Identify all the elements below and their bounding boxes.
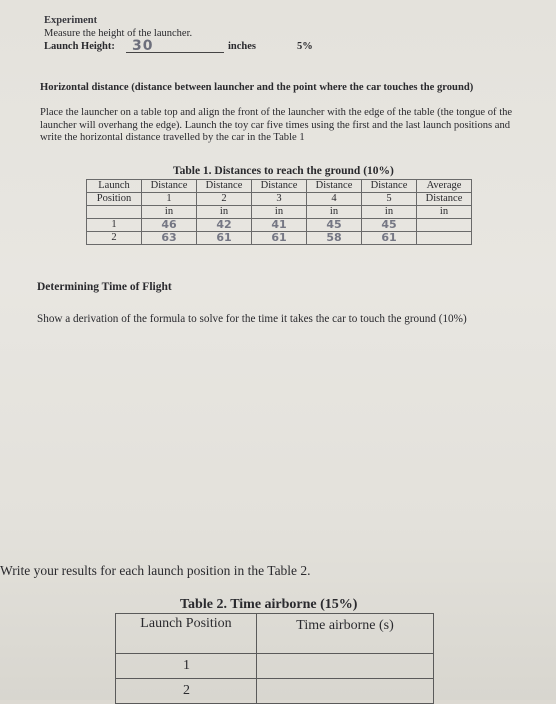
- horizontal-instructions: Place the launcher on a table top and align the front of the launcher with the edge of the table (the tongue of the launcher will overhang the edge). Launch the toy car five times using the first and the last launch positions and write the horizontal distance travelled by the car in the Table 1: [40, 107, 513, 143]
- table1-head: 5: [362, 193, 417, 206]
- distance-cell[interactable]: 45: [307, 219, 362, 232]
- launch-height-value: 30: [132, 38, 154, 54]
- table1-unit-row: [87, 206, 472, 219]
- table1-head: 2: [197, 193, 252, 206]
- table1-head: Distance: [252, 180, 307, 193]
- table2-position: 2: [116, 679, 257, 704]
- table1-head: Launch: [87, 180, 142, 193]
- results-prompt: Write your results for each launch position in the Table 2.: [0, 563, 311, 578]
- average-cell[interactable]: [417, 219, 472, 232]
- table1-head: Position: [87, 193, 142, 206]
- table1-head: Distance: [307, 180, 362, 193]
- table-row: [116, 654, 434, 679]
- distance-cell[interactable]: 58: [307, 232, 362, 245]
- table1-head: 3: [252, 193, 307, 206]
- table1-caption: Table 1. Distances to reach the ground (10%): [173, 165, 394, 177]
- average-cell[interactable]: [417, 232, 472, 245]
- distance-cell[interactable]: 42: [197, 219, 252, 232]
- distance-cell[interactable]: 46: [142, 219, 197, 232]
- distance-cell[interactable]: 45: [362, 219, 417, 232]
- flight-heading: Determining Time of Flight: [37, 281, 172, 293]
- table1-head: Distance: [417, 193, 472, 206]
- launch-height-label: Launch Height:: [44, 41, 115, 52]
- table2-position: 1: [116, 654, 257, 679]
- table2-col-time: Time airborne (s): [257, 614, 434, 654]
- table1-header-row: [87, 193, 472, 206]
- horizontal-heading: Horizontal distance (distance between launcher and the point where the car touches the ground): [40, 82, 474, 93]
- experiment-instruction: Measure the height of the launcher.: [44, 28, 193, 39]
- units-label: inches: [228, 41, 257, 52]
- table2-header-row: [116, 614, 434, 654]
- table1-unit: in: [417, 206, 472, 219]
- distance-cell[interactable]: 63: [142, 232, 197, 245]
- table-row: [87, 219, 472, 232]
- table1-unit: in: [252, 206, 307, 219]
- table2: [115, 613, 434, 704]
- table1-head: Distance: [197, 180, 252, 193]
- table2-col-position: Launch Position: [116, 614, 257, 654]
- table1-head: 1: [142, 193, 197, 206]
- table1-head: Average: [417, 180, 472, 193]
- distance-cell[interactable]: 61: [197, 232, 252, 245]
- distance-cell[interactable]: 41: [252, 219, 307, 232]
- time-cell[interactable]: [257, 654, 434, 679]
- table1-unit: in: [197, 206, 252, 219]
- table1-unit: in: [362, 206, 417, 219]
- table2-caption: Table 2. Time airborne (15%): [180, 597, 358, 612]
- table1-unit: [87, 206, 142, 219]
- table1-head: Distance: [142, 180, 197, 193]
- distance-cell[interactable]: 61: [252, 232, 307, 245]
- experiment-title: Experiment: [44, 15, 98, 26]
- table1-position: 2: [87, 232, 142, 245]
- percent-label: 5%: [297, 41, 313, 52]
- table1-unit: in: [142, 206, 197, 219]
- table1-header-row: [87, 180, 472, 193]
- distance-cell[interactable]: 61: [362, 232, 417, 245]
- table1-unit: in: [307, 206, 362, 219]
- table1-position: 1: [87, 219, 142, 232]
- table-row: [87, 232, 472, 245]
- table1: [86, 179, 472, 245]
- table1-head: Distance: [362, 180, 417, 193]
- table1-head: 4: [307, 193, 362, 206]
- flight-prompt: Show a derivation of the formula to solve for the time it takes the car to touch the ground (10%): [37, 313, 467, 325]
